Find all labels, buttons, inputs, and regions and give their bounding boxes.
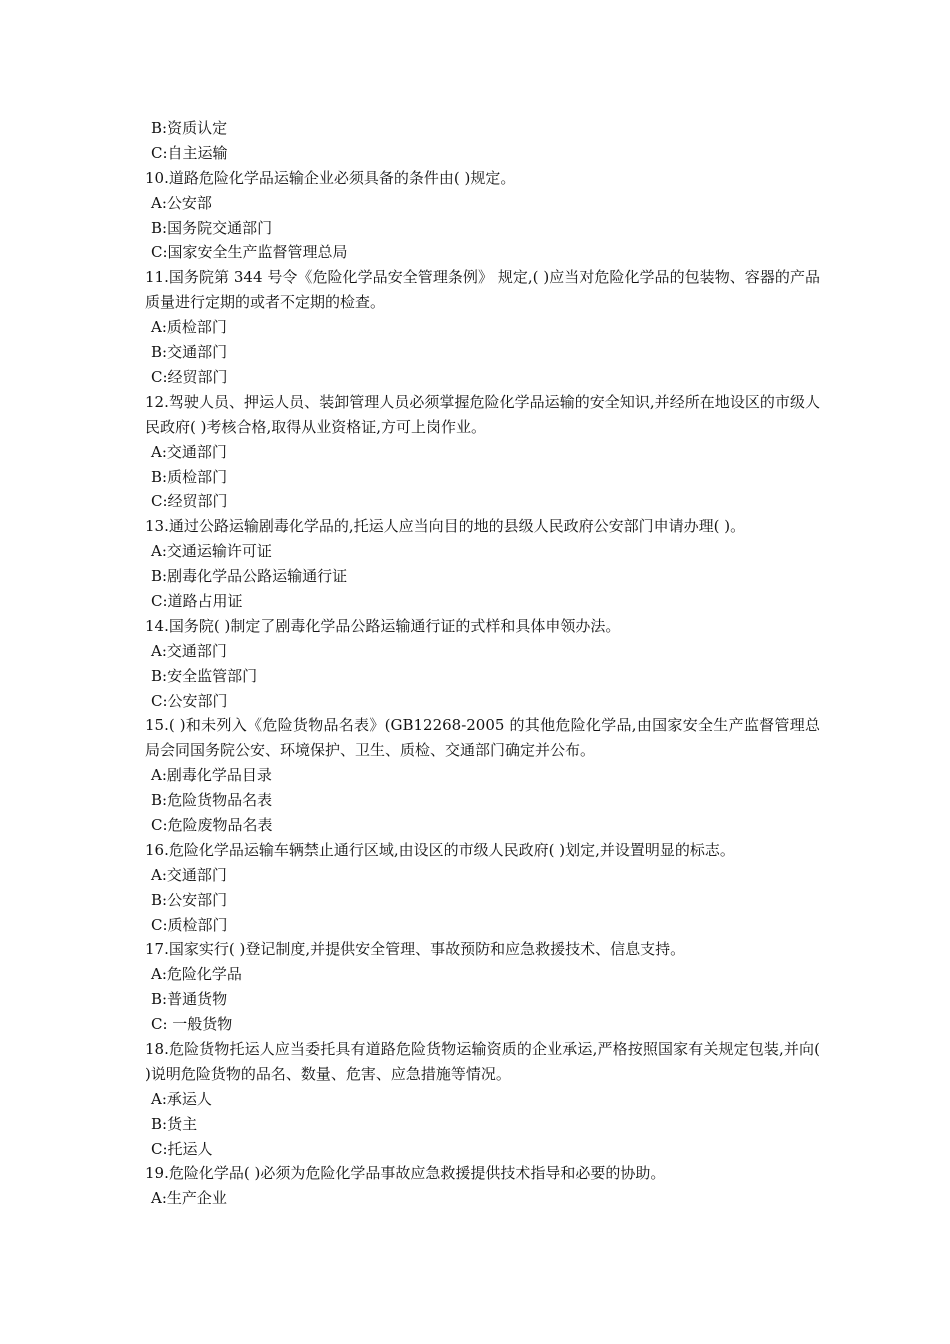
- answer-option: A:生产企业: [151, 1189, 227, 1208]
- question-text: [145, 713, 820, 763]
- answer-option: B:质检部门: [151, 467, 228, 486]
- answer-option: B:公安部门: [151, 890, 228, 909]
- question-text-body: 17.国家实行( )登记制度,并提供安全管理、事故预防和应急救援技术、信息支持。: [145, 940, 686, 959]
- answer-option: B:交通部门: [151, 343, 228, 362]
- answer-option: A:剧毒化学品目录: [151, 766, 272, 785]
- question-text: [145, 514, 820, 539]
- answer-option: C:质检部门: [151, 915, 228, 934]
- answer-option: C:道路占用证: [151, 591, 243, 610]
- question-text: [145, 937, 820, 962]
- question-text: [145, 614, 820, 639]
- answer-option: C:自主运输: [151, 143, 228, 162]
- answer-option: C:经贸部门: [151, 367, 228, 386]
- answer-option: A:公安部: [151, 193, 212, 212]
- answer-option: A:交通部门: [151, 865, 227, 884]
- question-text: [145, 166, 820, 191]
- question-text-body: 16.危险化学品运输车辆禁止通行区域,由设区的市级人民政府( )划定,并设置明显的标志。: [145, 840, 735, 859]
- answer-option: B:安全监管部门: [151, 666, 258, 685]
- question-text: [145, 390, 820, 440]
- answer-option: B:普通货物: [151, 990, 228, 1009]
- question-text-body: 13.通过公路运输剧毒化学品的,托运人应当向目的地的县级人民政府公安部门申请办理( )。: [145, 517, 746, 536]
- question-text: [145, 265, 820, 315]
- answer-option: B:危险货物品名表: [151, 791, 273, 810]
- answer-option: C:国家安全生产监督管理总局: [151, 243, 348, 262]
- question-text-body: 14.国务院( )制定了剧毒化学品公路运输通行证的式样和具体申领办法。: [145, 616, 621, 635]
- question-text: [145, 1037, 820, 1087]
- answer-option: A:交通部门: [151, 442, 227, 461]
- question-text-body: 10.道路危险化学品运输企业必须具备的条件由( )规定。: [145, 168, 516, 187]
- answer-option: C: 一般货物: [151, 1015, 233, 1034]
- answer-option: C:危险废物品名表: [151, 815, 273, 834]
- question-text-body: 19.危险化学品( )必须为危险化学品事故应急救援提供技术指导和必要的协助。: [145, 1164, 666, 1183]
- answer-option: A:承运人: [151, 1089, 212, 1108]
- answer-option: A:质检部门: [151, 318, 227, 337]
- question-list: [145, 116, 820, 1211]
- question-text-body: 18.危险货物托运人应当委托具有道路危险货物运输资质的企业承运,严格按照国家有关规定包装,并向( )说明危险货物的品名、数量、危害、应急措施等情况。: [145, 1040, 820, 1083]
- answer-option: A:危险化学品: [151, 965, 242, 984]
- question-text-body: 15.( )和未列入《危险货物品名表》(GB12268-2005 的其他危险化学品,由国家安全生产监督管理总局会同国务院公安、环境保护、卫生、质检、交通部门确定并公布。: [145, 716, 820, 760]
- answer-option: B:剧毒化学品公路运输通行证: [151, 567, 348, 586]
- answer-option: C:托运人: [151, 1139, 213, 1158]
- question-text: [145, 1161, 820, 1186]
- answer-option: C:公安部门: [151, 691, 228, 710]
- answer-option: A:交通部门: [151, 641, 227, 660]
- answer-option: C:经贸部门: [151, 492, 228, 511]
- answer-option: B:资质认定: [151, 119, 228, 137]
- question-text-body: 12.驾驶人员、押运人员、装卸管理人员必须掌握危险化学品运输的安全知识,并经所在地设区的市级人民政府( )考核合格,取得从业资格证,方可上岗作业。: [145, 392, 820, 436]
- question-text-body: 11.国务院第 344 号令《危险化学品安全管理条例》 规定,( )应当对危险化学品的包装物、容器的产品质量进行定期的或者不定期的检查。: [145, 268, 820, 312]
- answer-option: A:交通运输许可证: [151, 542, 272, 561]
- question-text: [145, 838, 820, 863]
- answer-option: B:货主: [151, 1114, 198, 1133]
- answer-option: B:国务院交通部门: [151, 218, 273, 237]
